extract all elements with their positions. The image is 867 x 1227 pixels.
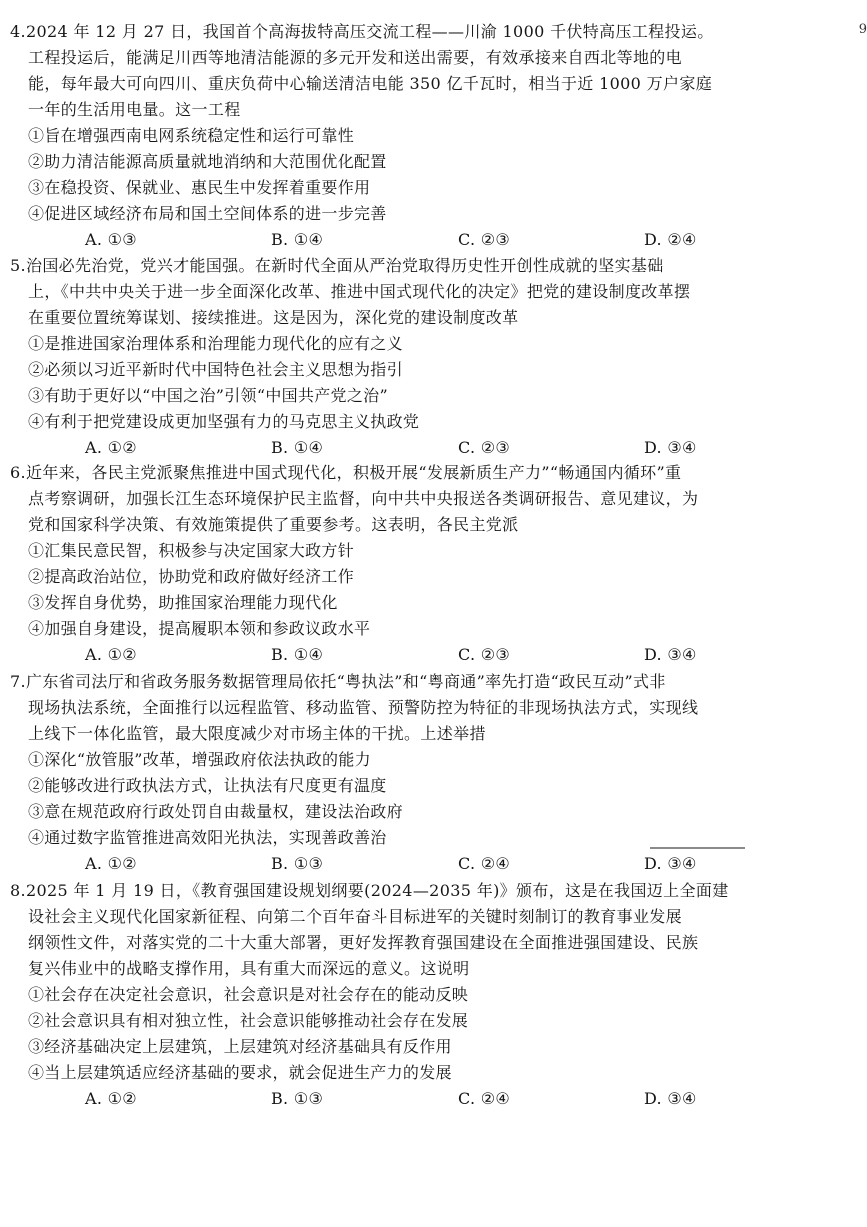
stem-line: 能，每年最大可向四川、重庆负荷中心输送清洁电能 350 亿千瓦时，相当于近 1000 万户家庭 — [28, 74, 713, 93]
statement-option: ④有利于把党建设成更加坚强有力的马克思主义执政党 — [28, 412, 420, 431]
choice-b: B. ①④ — [271, 230, 324, 249]
choice-a: A. ①② — [85, 645, 137, 664]
choice-d: D. ②④ — [644, 230, 697, 249]
question-5 — [10, 253, 860, 461]
statement-options — [10, 331, 860, 435]
question-stem — [10, 19, 860, 123]
choice-b: B. ①④ — [271, 438, 324, 457]
question-stem — [10, 253, 860, 331]
choice-c: C. ②③ — [458, 438, 511, 457]
stem-line: 现场执法系统，全面推行以远程监管、移动监管、预警防控为特征的非现场执法方式，实现线 — [28, 698, 699, 717]
stem-line: 上，《中共中央关于进一步全面深化改革、推进中国式现代化的决定》把党的建设制度改革摆 — [28, 282, 691, 301]
answer-choices — [10, 851, 860, 877]
choice-d: D. ③④ — [644, 854, 697, 873]
answer-choices — [10, 227, 860, 253]
question-4 — [10, 19, 860, 253]
answer-choices — [10, 1086, 860, 1112]
answer-choices — [10, 642, 860, 668]
statement-option: ②助力清洁能源高质量就地消纳和大范围优化配置 — [28, 152, 387, 171]
stem-line: 4.2024 年 12 月 27 日，我国首个高海拔特高压交流工程——川渝 1000 千伏特高压工程投运。 — [10, 22, 714, 41]
page-edge-mark: 9 — [858, 22, 867, 37]
stem-line: 5.治国必先治党，党兴才能国强。在新时代全面从严治党取得历史性开创性成就的坚实基础 — [10, 256, 664, 275]
choice-d: D. ③④ — [644, 1089, 697, 1108]
statement-option: ①社会存在决定社会意识，社会意识是对社会存在的能动反映 — [28, 985, 469, 1004]
question-7 — [10, 669, 860, 877]
statement-options — [10, 982, 860, 1086]
statement-option: ②能够改进行政执法方式，让执法有尺度更有温度 — [28, 776, 387, 795]
question-stem — [10, 878, 860, 982]
question-6 — [10, 460, 860, 668]
choice-c: C. ②③ — [458, 230, 511, 249]
statement-option: ③意在规范政府行政处罚自由裁量权，建设法治政府 — [28, 802, 403, 821]
stem-line: 纲领性文件，对落实党的二十大重大部署，更好发挥教育强国建设在全面推进强国建设、民族 — [28, 933, 699, 952]
stem-line: 上线下一体化监管，最大限度减少对市场主体的干扰。上述举措 — [28, 724, 486, 743]
statement-option: ④促进区域经济布局和国土空间体系的进一步完善 — [28, 204, 387, 223]
statement-option: ④当上层建筑适应经济基础的要求，就会促进生产力的发展 — [28, 1063, 452, 1082]
statement-option: ②必须以习近平新时代中国特色社会主义思想为指引 — [28, 360, 403, 379]
question-8 — [10, 878, 860, 1112]
choice-b: B. ①③ — [271, 854, 324, 873]
stem-line: 设社会主义现代化国家新征程、向第二个百年奋斗目标进军的关键时刻制订的教育事业发展 — [28, 907, 683, 926]
statement-option: ②社会意识具有相对独立性，社会意识能够推动社会存在发展 — [28, 1011, 469, 1030]
scan-smudge — [650, 847, 745, 849]
stem-line: 7.广东省司法厅和省政务服务数据管理局依托“粤执法”和“粤商通”率先打造“政民互动”式非 — [10, 672, 666, 691]
choice-c: C. ②④ — [458, 1089, 511, 1108]
choice-b: B. ①④ — [271, 645, 324, 664]
statement-option: ①汇集民意民智，积极参与决定国家大政方针 — [28, 541, 355, 560]
choice-c: C. ②④ — [458, 854, 511, 873]
stem-line: 8.2025 年 1 月 19 日，《教育强国建设规划纲要(2024—2035 年)》颁布，这是在我国迈上全面建 — [10, 881, 729, 900]
choice-b: B. ①③ — [271, 1089, 324, 1108]
stem-line: 6.近年来，各民主党派聚焦推进中国式现代化，积极开展“发展新质生产力”“畅通国内循环”重 — [10, 463, 682, 482]
stem-line: 在重要位置统筹谋划、接续推进。这是因为，深化党的建设制度改革 — [28, 308, 519, 327]
statement-option: ③经济基础决定上层建筑，上层建筑对经济基础具有反作用 — [28, 1037, 452, 1056]
statement-option: ③有助于更好以“中国之治”引领“中国共产党之治” — [28, 386, 388, 405]
choice-d: D. ③④ — [644, 438, 697, 457]
statement-option: ③在稳投资、保就业、惠民生中发挥着重要作用 — [28, 178, 371, 197]
statement-option: ②提高政治站位，协助党和政府做好经济工作 — [28, 567, 355, 586]
statement-option: ①旨在增强西南电网系统稳定性和运行可靠性 — [28, 126, 355, 145]
stem-line: 一年的生活用电量。这一工程 — [28, 100, 241, 119]
statement-options — [10, 123, 860, 227]
choice-a: A. ①② — [85, 438, 137, 457]
statement-options — [10, 538, 860, 642]
choice-c: C. ②③ — [458, 645, 511, 664]
choice-a: A. ①② — [85, 854, 137, 873]
statement-option: ①深化“放管服”改革，增强政府依法执政的能力 — [28, 750, 371, 769]
choice-a: A. ①③ — [85, 230, 137, 249]
statement-option: ③发挥自身优势，助推国家治理能力现代化 — [28, 593, 338, 612]
stem-line: 点考察调研，加强长江生态环境保护民主监督，向中共中央报送各类调研报告、意见建议，为 — [28, 489, 699, 508]
statement-option: ④通过数字监管推进高效阳光执法，实现善政善治 — [28, 828, 387, 847]
choice-d: D. ③④ — [644, 645, 697, 664]
statement-option: ①是推进国家治理体系和治理能力现代化的应有之义 — [28, 334, 403, 353]
stem-line: 党和国家科学决策、有效施策提供了重要参考。这表明，各民主党派 — [28, 515, 519, 534]
choice-a: A. ①② — [85, 1089, 137, 1108]
question-stem — [10, 460, 860, 538]
stem-line: 工程投运后，能满足川西等地清洁能源的多元开发和送出需要，有效承接来自西北等地的电 — [28, 48, 683, 67]
statement-option: ④加强自身建设，提高履职本领和参政议政水平 — [28, 619, 371, 638]
answer-choices — [10, 435, 860, 461]
statement-options — [10, 747, 860, 851]
stem-line: 复兴伟业中的战略支撑作用，具有重大而深远的意义。这说明 — [28, 959, 470, 978]
question-stem — [10, 669, 860, 747]
